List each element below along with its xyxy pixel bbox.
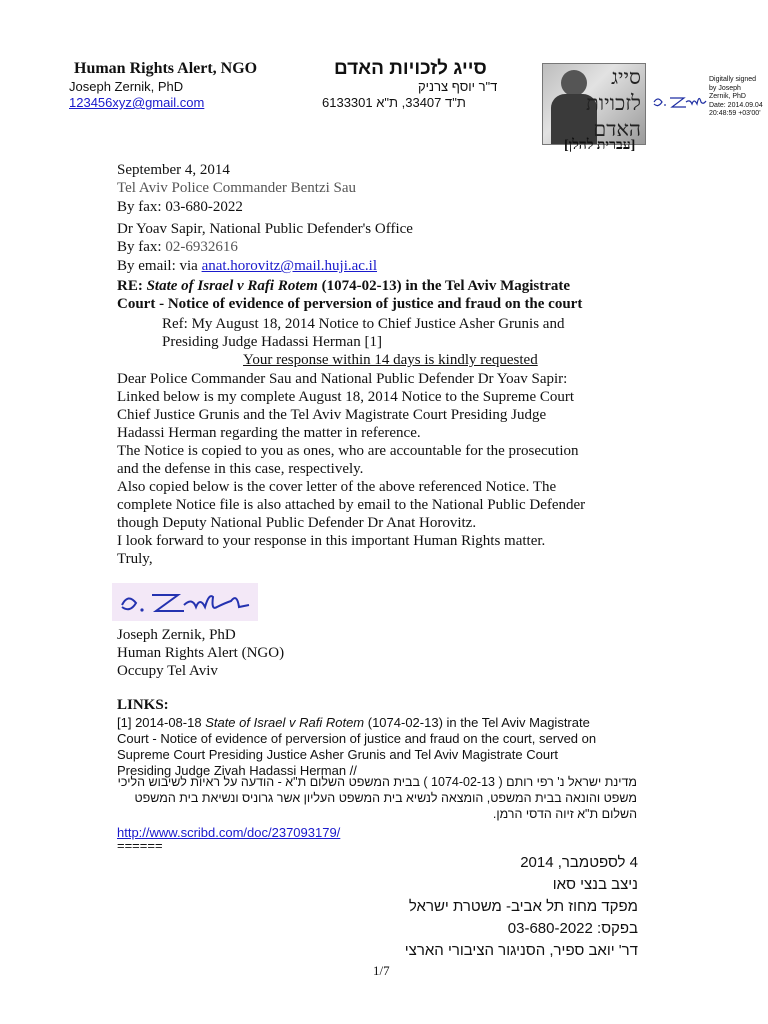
separator: ====== (117, 838, 163, 853)
body-line: I look forward to your response in this important Human Rights matter. (117, 533, 546, 549)
email-line (117, 258, 377, 275)
fax-number: 02-6932616 (165, 239, 238, 255)
fax-line-2 (117, 239, 238, 256)
recipient-1: Tel Aviv Police Commander Bentzi Sau (117, 180, 357, 196)
digital-signature-line: by Joseph (709, 84, 741, 92)
sender-name-hebrew: ד"ר יוסף צרניק (418, 79, 498, 94)
fax-label: By fax: (117, 239, 162, 255)
body-line: though Deputy National Public Defender Dr Anat Horovitz. (117, 515, 477, 531)
handwritten-signature (112, 583, 258, 621)
body-line: complete Notice file is also attached by email to the National Public Defender (117, 497, 586, 513)
recipient-2: Dr Yoav Sapir, National Public Defender's Office (117, 221, 413, 237)
link-item-line: Supreme Court Presiding Justice Asher Grunis and Tel Aviv Magistrate Court (117, 747, 559, 762)
body-line: Truly, (117, 551, 153, 567)
signature-line: Human Rights Alert (NGO) (117, 645, 285, 661)
fax-line-1 (117, 199, 243, 216)
hebrew-recipient-2: דר' יואב ספיר, הסניגור הציבורי הארצי (404, 942, 638, 959)
digital-signature-info (709, 76, 768, 119)
letter-date: September 4, 2014 (117, 162, 230, 178)
logo-figure-head (561, 70, 587, 96)
fax-number: 03-680-2022 (165, 199, 243, 215)
signature-line: Occupy Tel Aviv (117, 663, 218, 679)
fax-label: By fax: (117, 199, 162, 215)
body-line: Linked below is my complete August 18, 2014 Notice to the Supreme Court (117, 389, 575, 405)
body-line: Hadassi Herman regarding the matter in reference. (117, 425, 421, 441)
response-request: Your response within 14 days is kindly requested (243, 352, 538, 368)
logo-text-line: האדם (593, 117, 641, 141)
digital-signature-mark (652, 92, 708, 110)
body-line: The Notice is copied to you as ones, who are accountable for the prosecution (117, 443, 579, 459)
body-line: Chief Justice Grunis and the Tel Aviv Magistrate Court Presiding Judge (117, 407, 547, 423)
sender-name: Joseph Zernik, PhD (69, 79, 184, 94)
links-heading: LINKS: (117, 697, 169, 713)
body-line: Also copied below is the cover letter of the above referenced Notice. The (117, 479, 557, 495)
body-line: and the defense in this case, respectively. (117, 461, 364, 477)
hebrew-follows-note: [עברית להלן] (564, 138, 636, 153)
link-item-1 (117, 715, 596, 779)
body-line: Dear Police Commander Sau and National Public Defender Dr Yoav Sapir: (117, 371, 568, 387)
link-item-prefix: [1] 2014-08-18 (117, 715, 206, 730)
link-item-line: Presiding Judge Zivah Hadassi Herman // (117, 763, 357, 778)
signature-line: Joseph Zernik, PhD (117, 627, 236, 643)
digital-signature-line: Digitally signed (709, 76, 757, 83)
scribd-link[interactable]: http://www.scribd.com/doc/237093179/ (117, 825, 341, 840)
logo-text-line: סייג (611, 65, 641, 89)
reference-line: Ref: My August 18, 2014 Notice to Chief Justice Asher Grunis and (162, 316, 565, 332)
hebrew-recipient-1: ניצב בנצי סאו (552, 876, 638, 893)
recipient-email-link[interactable]: anat.horovitz@mail.huji.ac.il (201, 258, 378, 274)
link-item-line: Court - Notice of evidence of perversion of justice and fraud on the court, served on (117, 731, 597, 746)
hebrew-section (405, 852, 638, 962)
org-name-hebrew: סייג לזכויות האדם (334, 58, 487, 79)
subject-line (117, 278, 570, 295)
digital-signature-line: Date: 2014.09.04 (709, 101, 763, 109)
logo-text-line: לזכויות (585, 91, 641, 115)
subject-prefix: RE: (117, 278, 143, 294)
subject-case-name: State of Israel v Rafi Rotem (146, 278, 318, 294)
link-item-line (117, 715, 596, 731)
digital-signature-line: 20:48:59 +03'00' (709, 110, 761, 118)
hebrew-fax: בפקס: 03-680-2022 (507, 920, 638, 937)
signature-block (117, 626, 284, 680)
link-item-hebrew: מדינת ישראל נ' רפי רותם ( 1074-02-13 ) בבית המשפט השלום ת"א - הודעה על ראיות לשיבוש הליכי משפט והונאה בבית המשפט, הומצאה לנשיא בית המשפט העליון אשר גרוניס ונשיאת בית המשפט השלום ת"א זיוה הדסי הרמן. (117, 775, 637, 821)
email-label: By email: via (117, 258, 198, 274)
hebrew-date: 4 לספטמבר, 2014 (520, 854, 638, 871)
reference-line: Presiding Judge Hadassi Herman [1] (162, 334, 382, 350)
link-item-case: State of Israel v Rafi Rotem (205, 715, 365, 730)
subject-rest: (1074-02-13) in the Tel Aviv Magistrate (317, 278, 571, 294)
letter-body (117, 370, 585, 568)
sender-address-hebrew: ת"ד 33407, ת"א 6133301 (322, 95, 466, 110)
digital-signature-line: Zernik, PhD (709, 93, 746, 101)
subject-line-2: Court - Notice of evidence of perversion of justice and fraud on the court (117, 296, 583, 312)
org-name-english: Human Rights Alert, NGO (74, 60, 258, 77)
page-number: 1/7 (373, 963, 390, 978)
hebrew-recipient-1-title: מפקד מחוז תל אביב- משטרת ישראל (408, 898, 638, 915)
sender-email-link[interactable]: 123456xyz@gmail.com (69, 95, 205, 110)
link-item-rest: (1074-02-13) in the Tel Aviv Magistrate (364, 715, 590, 730)
org-logo (542, 63, 646, 145)
